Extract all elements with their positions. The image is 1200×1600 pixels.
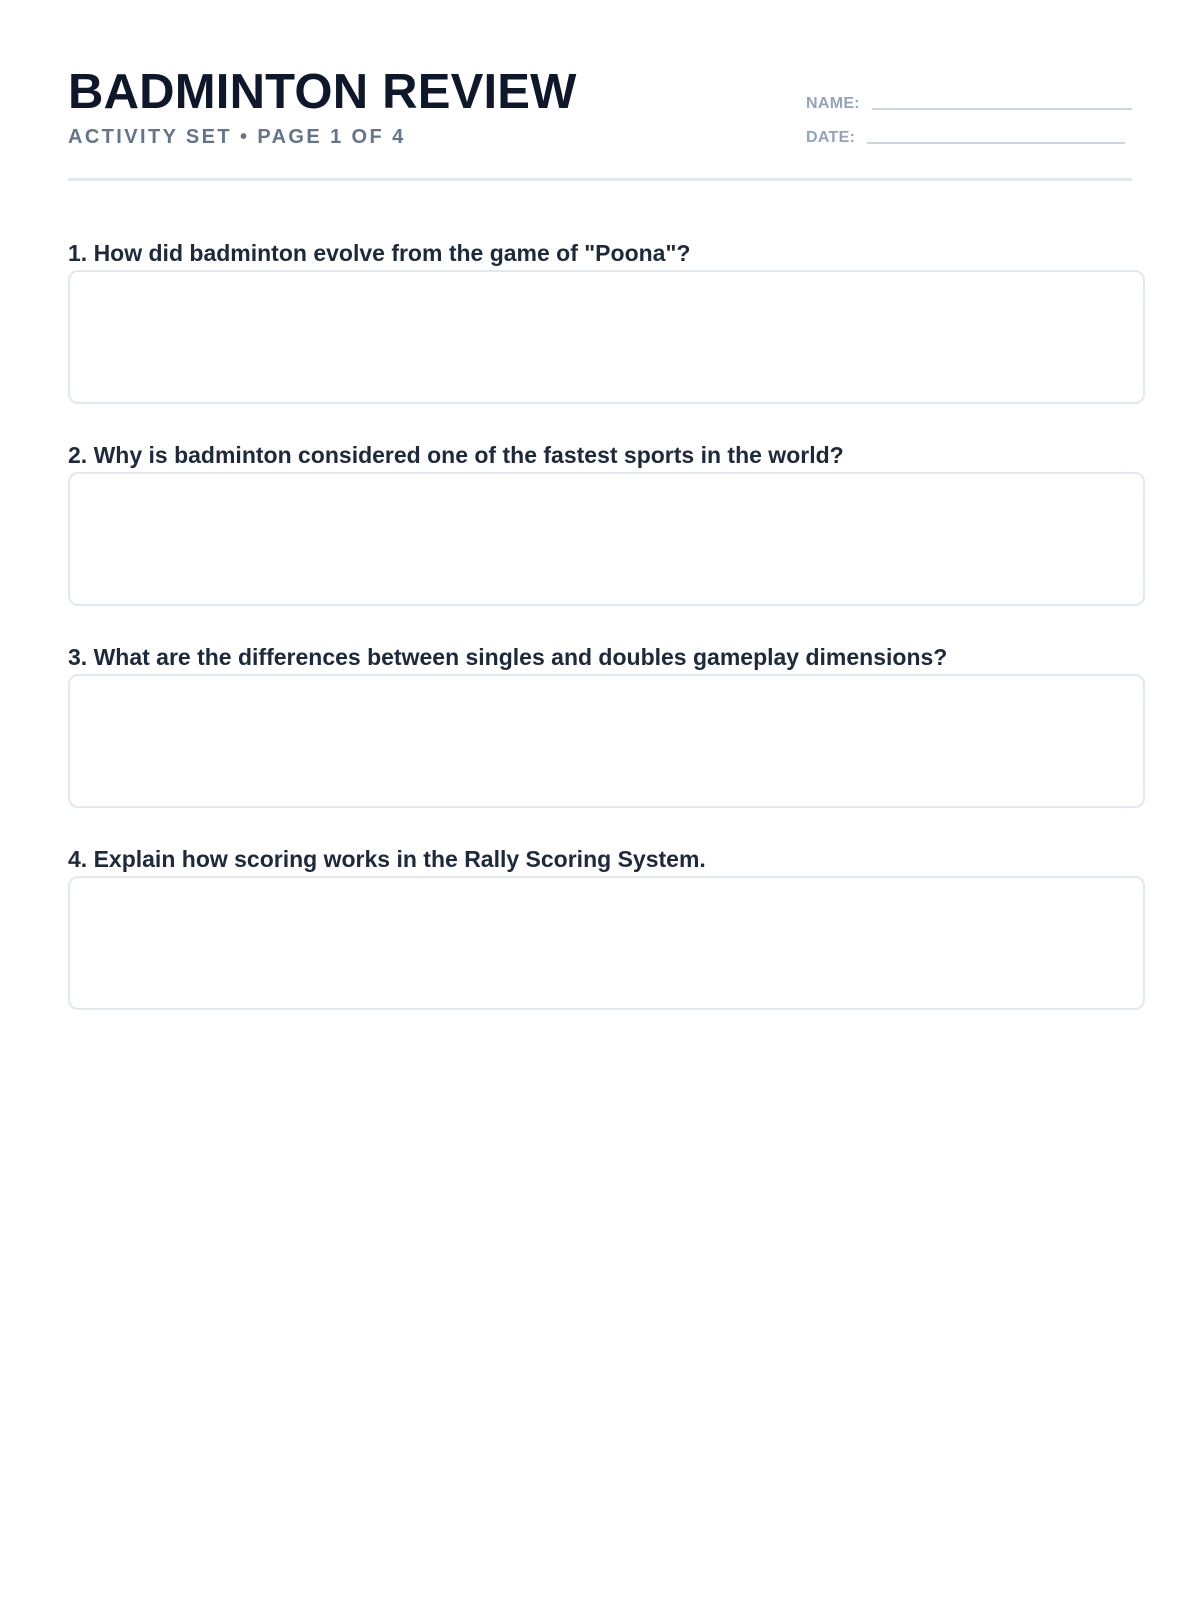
worksheet-header: [68, 0, 1132, 181]
answer-box-3[interactable]: [68, 674, 1145, 808]
question-1: [68, 236, 1145, 438]
answer-box-2[interactable]: [68, 472, 1145, 606]
date-field[interactable]: [806, 114, 1132, 148]
question-text: 2. Why is badminton considered one of the fastest sports in the world?: [68, 442, 844, 468]
date-label: DATE:: [806, 129, 856, 146]
name-input-line[interactable]: [872, 108, 1132, 110]
answer-box-4[interactable]: [68, 876, 1145, 1010]
page-title: BADMINTON REVIEW: [68, 65, 577, 119]
student-info-fields: [806, 80, 1132, 148]
page-subtitle: ACTIVITY SET • PAGE 1 OF 4: [68, 126, 406, 148]
question-text: 1. How did badminton evolve from the game of "Poona"?: [68, 240, 691, 266]
question-text: 4. Explain how scoring works in the Rally Scoring System.: [68, 846, 706, 872]
answer-box-1[interactable]: [68, 270, 1145, 404]
question-4: [68, 842, 1145, 1044]
question-text: 3. What are the differences between singles and doubles gameplay dimensions?: [68, 644, 948, 670]
name-field[interactable]: [806, 80, 1132, 114]
question-list: [68, 236, 1145, 1044]
question-2: [68, 438, 1145, 640]
question-3: [68, 640, 1145, 842]
date-input-line[interactable]: [867, 142, 1125, 144]
name-label: NAME:: [806, 95, 860, 112]
